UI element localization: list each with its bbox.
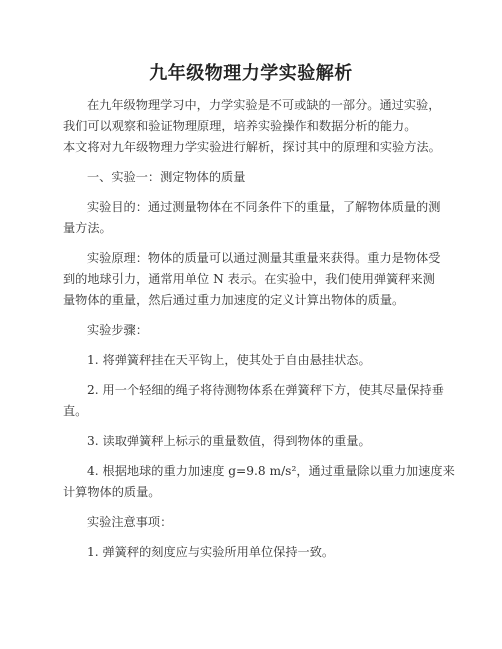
section-heading: 一、实验一：测定物体的质量 (87, 170, 246, 184)
purpose-line-2: 量方法。 (63, 221, 112, 235)
purpose-line-1: 实验目的：通过测量物体在不同条件下的重量，了解物体质量的测 (87, 200, 441, 214)
principle-line-2: 到的地球引力，通常用单位 N 表示。在实验中，我们使用弹簧秤来测 (63, 272, 435, 286)
document-title: 九年级物理力学实验解析 (149, 63, 353, 84)
step-2-line-1: 2. 用一个轻细的绳子将待测物体系在弹簧秤下方，使其尽量保持垂 (87, 383, 444, 397)
step-4-line-2: 计算物体的质量。 (63, 485, 161, 499)
notes-heading: 实验注意事项： (87, 515, 173, 529)
step-3: 3. 读取弹簧秤上标示的重量数值，得到物体的重量。 (87, 434, 371, 448)
principle-line-1: 实验原理：物体的质量可以通过测量其重量来获得。重力是物体受 (87, 251, 441, 265)
principle-line-3: 量物体的重量，然后通过重力加速度的定义计算出物体的质量。 (63, 293, 405, 307)
step-4-line-1: 4. 根据地球的重力加速度 g=9.8 m/s²，通过重量除以重力加速度来 (87, 464, 455, 478)
step-2-line-2: 直。 (63, 404, 88, 418)
step-1: 1. 将弹簧秤挂在天平钩上，使其处于自由悬挂状态。 (87, 353, 371, 367)
intro-line-3: 本文将对九年级物理力学实验进行解析，探讨其中的原理和实验方法。 (63, 140, 441, 154)
steps-heading: 实验步骤： (87, 323, 148, 337)
intro-line-1: 在九年级物理学习中，力学实验是不可或缺的一部分。通过实验， (87, 98, 441, 112)
intro-line-2: 我们可以观察和验证物理原理，培养实验操作和数据分析的能力。 (63, 119, 417, 133)
note-1: 1. 弹簧秤的刻度应与实验所用单位保持一致。 (87, 545, 335, 559)
